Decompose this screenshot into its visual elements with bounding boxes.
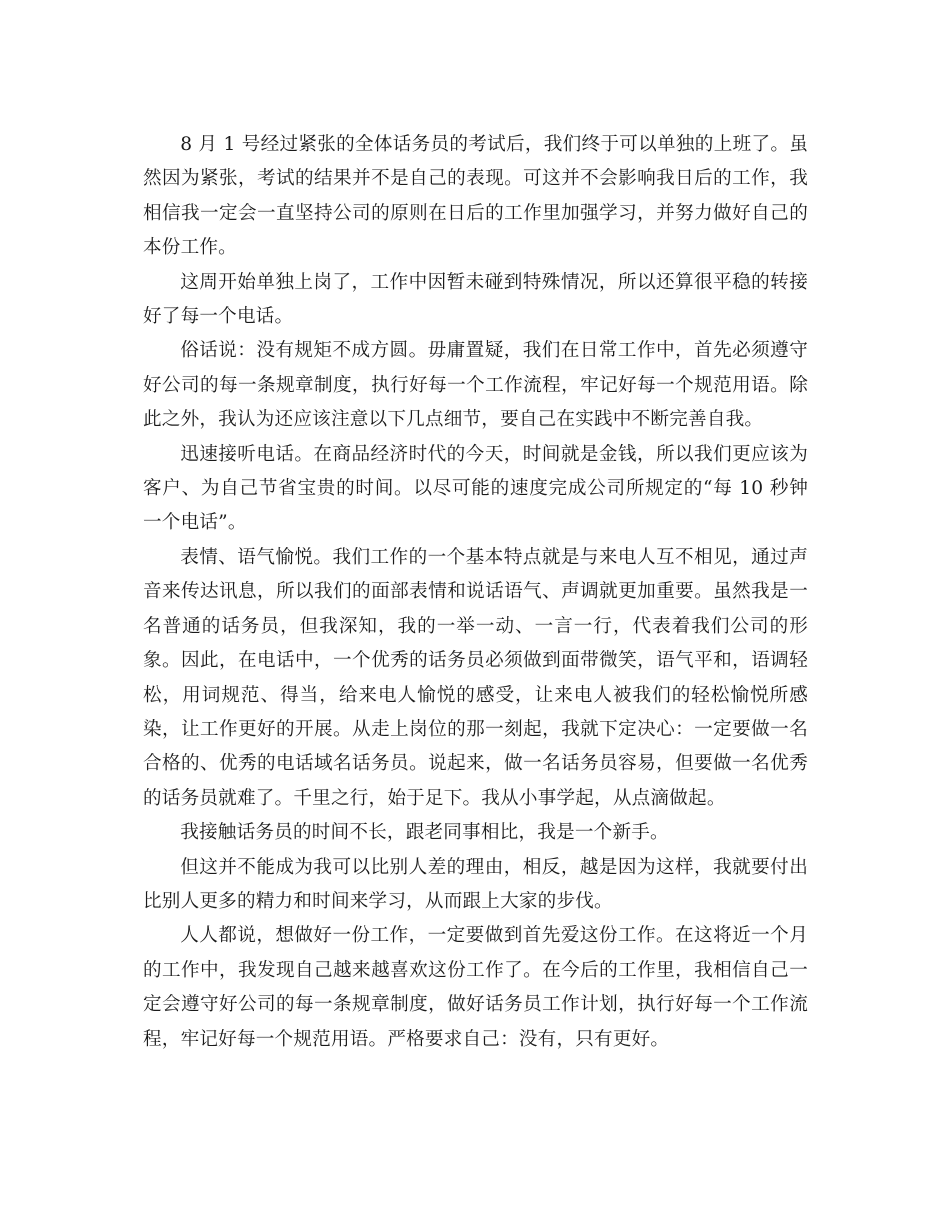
paragraph-1: 8 月 1 号经过紧张的全体话务员的考试后，我们终于可以单独的上班了。虽然因为紧张，考试的结果并不是自己的表现。可这并不会影响我日后的工作，我相信我一定会一直坚持公司的原则在日后的工作里加强学习，并努力做好自己的本份工作。 <box>143 134 808 259</box>
paragraph-4: 迅速接听电话。在商品经济时代的今天，时间就是金钱，所以我们更应该为客户、为自己节省宝贵的时间。以尽可能的速度完成公司所规定的“每 10 秒钟一个电话”。 <box>143 443 808 534</box>
paragraph-8: 人人都说，想做好一份工作，一定要做到首先爱这份工作。在这将近一个月的工作中，我发现自己越来越喜欢这份工作了。在今后的工作里，我相信自己一定会遵守好公司的每一条规章制度，做好话务员工作计划，执行好每一个工作流程，牢记好每一个规范用语。严格要求自己：没有，只有更好。 <box>143 925 808 1050</box>
document-body <box>143 128 808 1057</box>
paragraph-7: 但这并不能成为我可以比别人差的理由，相反，越是因为这样，我就要付出比别人更多的精力和时间来学习，从而跟上大家的步伐。 <box>143 856 808 912</box>
paragraph-6: 我接触话务员的时间不长，跟老同事相比，我是一个新手。 <box>180 822 669 844</box>
paragraph-2: 这周开始单独上岗了，工作中因暂未碰到特殊情况，所以还算很平稳的转接好了每一个电话。 <box>143 271 808 328</box>
paragraph-3: 俗话说：没有规矩不成方圆。毋庸置疑，我们在日常工作中，首先必须遵守好公司的每一条规章制度，执行好每一个工作流程，牢记好每一个规范用语。除此之外，我认为还应该注意以下几点细节，要自己在实践中不断完善自我。 <box>143 340 808 431</box>
paragraph-5: 表情、语气愉悦。我们工作的一个基本特点就是与来电人互不相见，通过声音来传达讯息，所以我们的面部表情和说话语气、声调就更加重要。虽然我是一名普通的话务员，但我深知，我的一举一动、一言一行，代表着我们公司的形象。因此，在电话中，一个优秀的话务员必须做到面带微笑，语气平和，语调轻松，用词规范、得当，给来电人愉悦的感受，让来电人被我们的轻松愉悦所感染，让工作更好的开展。从走上岗位的那一刻起，我就下定决心：一定要做一名合格的、优秀的电话域名话务员。说起来，做一名话务员容易，但要做一名优秀的话务员就难了。千里之行，始于足下。我从小事学起，从点滴做起。 <box>143 546 808 809</box>
